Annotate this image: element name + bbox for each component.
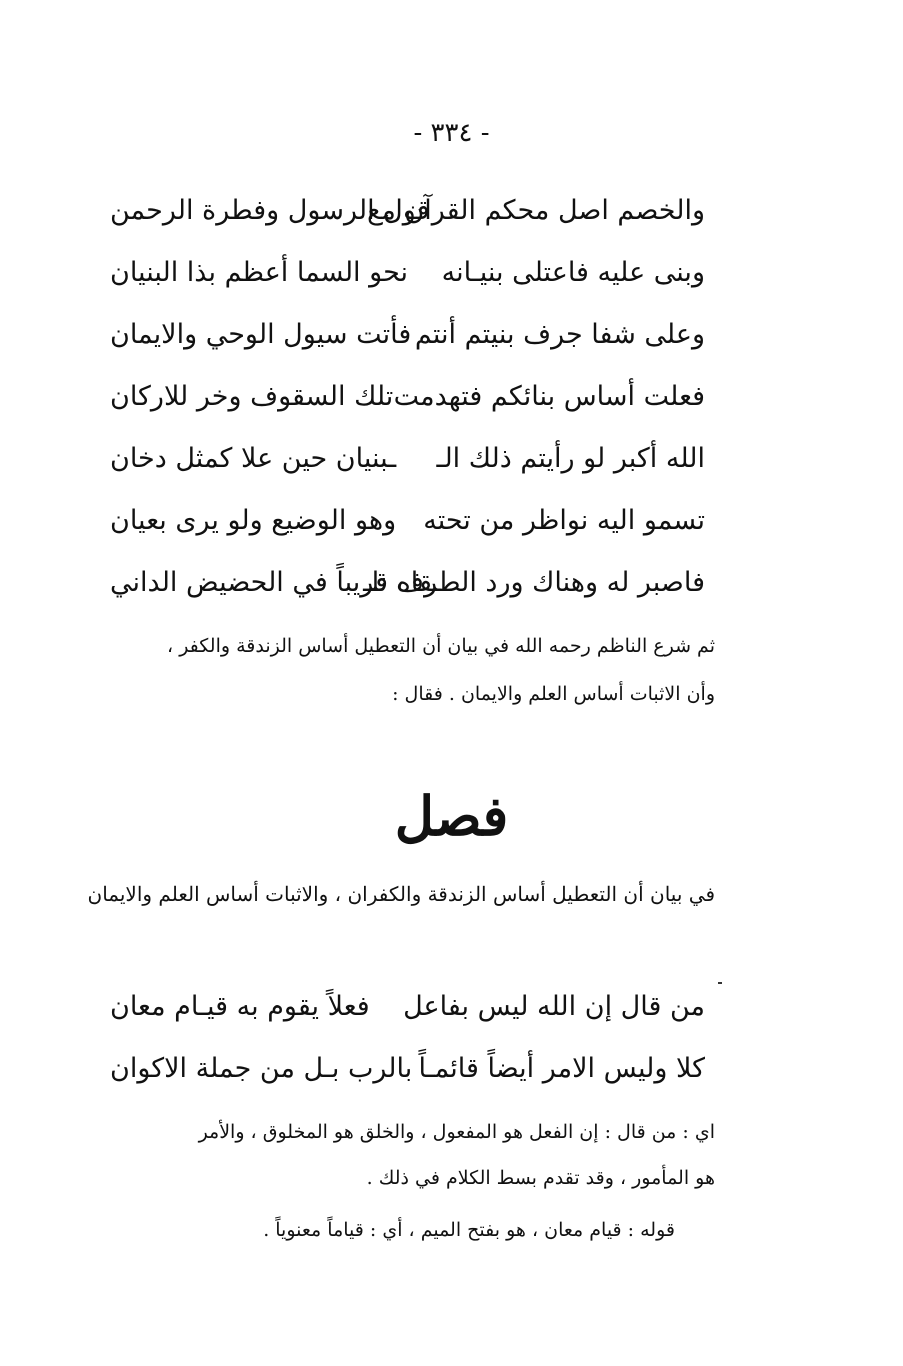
- commentary-line: وأن الاثبات أساس العلم والايمان . فقال :: [392, 683, 715, 705]
- commentary-line: هو المأمور ، وقد تقدم بسط الكلام في ذلك .: [366, 1167, 715, 1189]
- verses-part-2: [0, 976, 903, 1100]
- section-heading: فصل: [394, 784, 509, 848]
- verse-first-hemistich: تسمو اليه نواظر من تحته: [423, 505, 705, 536]
- section-subheading: في بيان أن التعطيل أساس الزندقة والكفران ، والاثبات أساس العلم والايمان: [87, 882, 715, 906]
- verse-line: [0, 304, 903, 366]
- print-speck: [718, 982, 722, 984]
- verse-second-hemistich: ـبنيان حين علا كمثل دخان: [110, 443, 397, 474]
- commentary-line: اي : من قال : إن الفعل هو المفعول ، والخلق هو المخلوق ، والأمر: [198, 1121, 715, 1143]
- commentary-line: قوله : قيام معان ، هو بفتح الميم ، أي : قياماً معنوياً .: [263, 1219, 675, 1241]
- verse-line: [0, 366, 903, 428]
- verse-first-hemistich: كلا وليس الامر أيضاً قائمـاً: [418, 1053, 705, 1084]
- verse-second-hemistich: فأتت سيول الوحي والايمان: [110, 319, 412, 350]
- verse-first-hemistich: والخصم اصل محكم القرآن مع: [366, 195, 705, 226]
- verse-second-hemistich: قول الرسول وفطرة الرحمن: [110, 195, 430, 226]
- verse-line: [0, 242, 903, 304]
- verse-second-hemistich: فعلاً يقوم به قيـام معان: [110, 991, 370, 1022]
- verse-first-hemistich: من قال إن الله ليس بفاعل: [403, 991, 705, 1022]
- verse-first-hemistich: وعلى شفا جرف بنيتم أنتم: [414, 319, 705, 350]
- verse-first-hemistich: وبنى عليه فاعتلى بنيـانه: [441, 257, 705, 288]
- verse-first-hemistich: فعلت أساس بنائكم فتهدمت: [393, 381, 705, 412]
- verse-line: [0, 1038, 903, 1100]
- verse-line: [0, 180, 903, 242]
- verse-line: [0, 552, 903, 614]
- verse-line: [0, 428, 903, 490]
- verse-second-hemistich: تلك السقوف وخر للاركان: [110, 381, 394, 412]
- commentary-line: ثم شرع الناظم رحمه الله في بيان أن التعطيل أساس الزندقة والكفر ،: [167, 635, 715, 657]
- verse-second-hemistich: ـقاه قريباً في الحضيض الداني: [110, 567, 441, 598]
- page-number: - ٣٣٤ -: [413, 118, 490, 148]
- verse-line: [0, 490, 903, 552]
- verses-part-1: [0, 180, 903, 614]
- verse-second-hemistich: بالرب بـل من جملة الاكوان: [110, 1053, 413, 1084]
- verse-second-hemistich: نحو السما أعظم بذا البنيان: [110, 257, 409, 288]
- verse-first-hemistich: الله أكبر لو رأيتم ذلك الـ: [436, 443, 705, 474]
- verse-second-hemistich: وهو الوضيع ولو يرى بعيان: [110, 505, 397, 536]
- verse-line: [0, 976, 903, 1038]
- verse-first-hemistich: فاصبر له وهناك ورد الطرف نلـ: [363, 567, 705, 598]
